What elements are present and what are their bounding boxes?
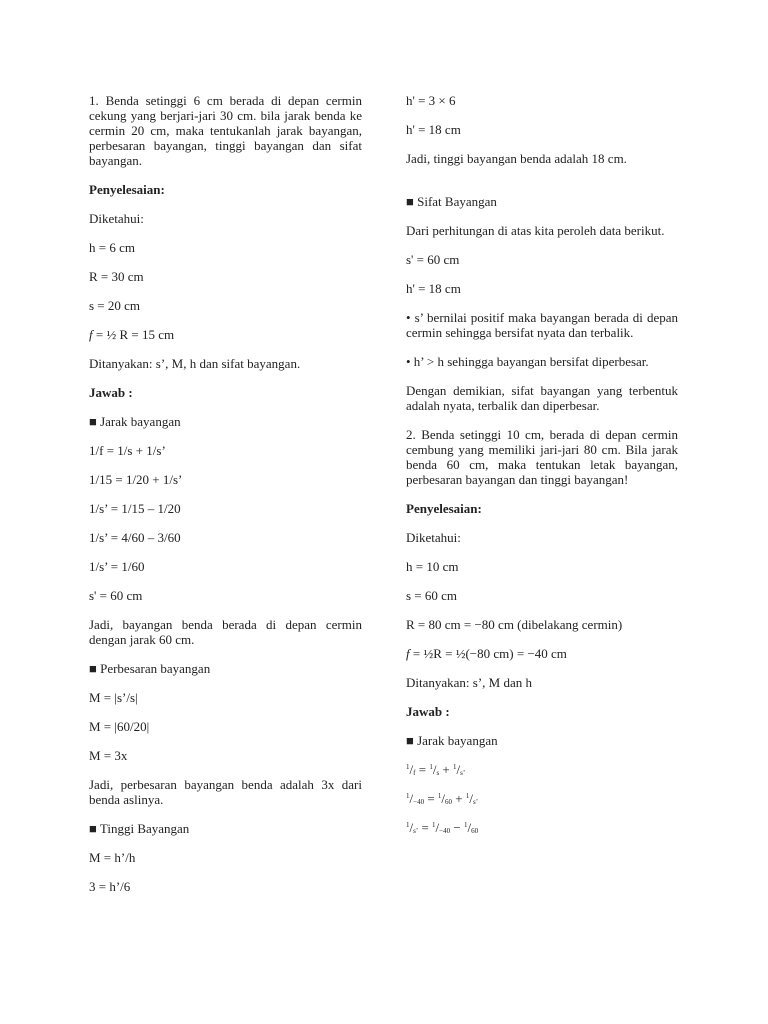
given-distance: s = 20 cm: [89, 298, 141, 313]
equation-line: 1/s’ = 1/60: [89, 559, 145, 574]
denominator: s’: [460, 769, 466, 777]
equation-line: M = |60/20|: [89, 719, 150, 734]
numerator: 1: [406, 763, 410, 771]
equation-line: 1/f = 1/s + 1/s’: [89, 443, 166, 458]
given-radius: R = 30 cm: [89, 269, 144, 284]
equals-sign: =: [418, 820, 433, 835]
denominator: s: [436, 769, 440, 777]
focal-value: = ½ R = 15 cm: [92, 327, 175, 342]
denominator: −40: [439, 827, 451, 835]
fraction-equation: $^1/_{s’} = ^1/_{-40} - ^1/_{60}$: [406, 820, 479, 835]
equation-line: 3 = h’/6: [89, 879, 131, 894]
problem-1-text: 1. Benda setinggi 6 cm berada di depan cermin cekung yang berjari-jari 30 cm. bila jarak benda ke cermin 20 cm, maka tentukanlah jarak bayangan, perbesaran bayangan, tinggi bayangan dan sifat bayangan.: [89, 93, 362, 168]
bullet-point: • s’ bernilai positif maka bayangan berada di depan cermin sehingga bersifat nyata dan terbalik.: [406, 310, 678, 340]
plus-sign: +: [452, 791, 466, 806]
given-distance: s = 60 cm: [406, 588, 458, 603]
data-line: s' = 60 cm: [406, 252, 460, 267]
image-distance-heading: ■ Jarak bayangan: [406, 733, 498, 748]
focal-value: = ½R = ½(−80 cm) = −40 cm: [409, 646, 567, 661]
equation-line: 1/s’ = 1/15 – 1/20: [89, 501, 181, 516]
equation-line: h' = 3 × 6: [406, 93, 456, 108]
minus-sign: −: [450, 820, 464, 835]
problem-2-text: 2. Benda setinggi 10 cm, berada di depan cermin cembung yang memiliki jari-jari 80 cm. Bila jarak benda 60 cm, maka tentukan letak bayangan, perbesaran bayangan dan tinggi bayangan!: [406, 427, 678, 487]
image-properties-heading: ■ Sifat Bayangan: [406, 194, 497, 209]
numerator: 1: [406, 821, 410, 829]
fraction-equation: $^1/_f = ^1/_s + ^1/_{s’}$: [406, 762, 466, 777]
given-focal: [406, 646, 678, 661]
equation-line: s' = 60 cm: [89, 588, 143, 603]
image-properties-conclusion: Dengan demikian, sifat bayangan yang terbentuk adalah nyata, terbalik dan diperbesar.: [406, 383, 678, 413]
given-radius: R = 80 cm = −80 cm (dibelakang cermin): [406, 617, 623, 632]
known-label: Diketahui:: [89, 211, 144, 226]
image-height-conclusion: Jadi, tinggi bayangan benda adalah 18 cm.: [406, 151, 627, 166]
numerator: 1: [465, 792, 470, 800]
denominator: −40: [413, 798, 425, 806]
magnification-heading: ■ Perbesaran bayangan: [89, 661, 211, 676]
solution-heading: Penyelesaian:: [89, 182, 165, 197]
numerator: 1: [432, 821, 436, 829]
data-line: h' = 18 cm: [406, 281, 461, 296]
denominator: f: [413, 769, 416, 777]
denominator: 60: [445, 798, 453, 806]
solution-heading: Penyelesaian:: [406, 501, 482, 516]
right-column: [406, 93, 678, 849]
equation-line: M = h’/h: [89, 850, 136, 865]
equals-sign: =: [415, 762, 430, 777]
asked-text: Ditanyakan: s’, M dan h: [406, 675, 533, 690]
image-distance-conclusion: Jadi, bayangan benda berada di depan cermin dengan jarak 60 cm.: [89, 617, 362, 647]
image-height-heading: ■ Tinggi Bayangan: [89, 821, 190, 836]
numerator: 1: [463, 821, 468, 829]
left-column: [89, 93, 362, 908]
given-height: h = 6 cm: [89, 240, 135, 255]
denominator: 60: [471, 827, 479, 835]
numerator: 1: [406, 792, 410, 800]
answer-heading: Jawab :: [406, 704, 450, 719]
denominator: s’: [473, 798, 479, 806]
denominator: s’: [413, 827, 419, 835]
focal-variable: f: [89, 327, 93, 342]
magnification-conclusion: Jadi, perbesaran bayangan benda adalah 3x dari benda aslinya.: [89, 777, 362, 807]
equation-line: M = |s’/s|: [89, 690, 138, 705]
equation-line: 1/15 = 1/20 + 1/s’: [89, 472, 183, 487]
numerator: 1: [429, 763, 433, 771]
asked-text: Ditanyakan: s’, M, h dan sifat bayangan.: [89, 356, 301, 371]
image-properties-intro: Dari perhitungan di atas kita peroleh data berikut.: [406, 223, 665, 238]
known-label: Diketahui:: [406, 530, 461, 545]
bullet-point: • h’ > h sehingga bayangan bersifat diperbesar.: [406, 354, 649, 369]
fraction-equation: $^1/_{-40} = ^1/_{60} + ^1/_{s’}$: [406, 791, 479, 806]
focal-variable: f: [406, 646, 410, 661]
plus-sign: +: [439, 762, 454, 777]
given-height: h = 10 cm: [406, 559, 459, 574]
answer-heading: Jawab :: [89, 385, 133, 400]
equation-line: 1/s’ = 4/60 – 3/60: [89, 530, 181, 545]
numerator: 1: [437, 792, 442, 800]
numerator: 1: [453, 763, 457, 771]
given-focal: [89, 327, 362, 342]
image-distance-heading: ■ Jarak bayangan: [89, 414, 181, 429]
equals-sign: =: [424, 791, 438, 806]
equation-line: h' = 18 cm: [406, 122, 461, 137]
equation-line: M = 3x: [89, 748, 128, 763]
